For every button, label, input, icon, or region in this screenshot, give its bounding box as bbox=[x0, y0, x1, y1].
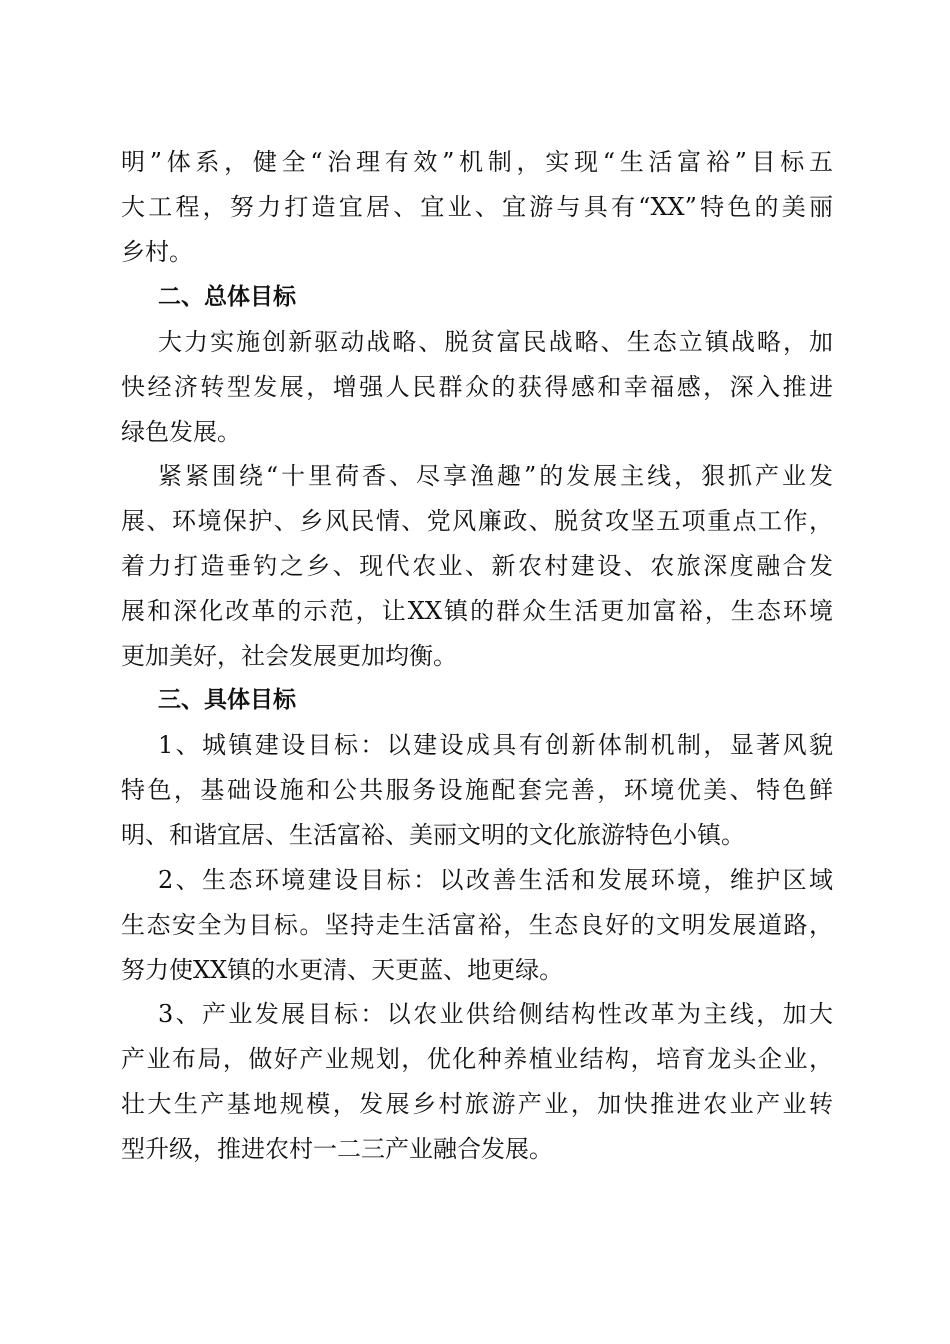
section-heading-overall-goals: 二、总体目标 bbox=[158, 284, 296, 310]
paragraph-line: 大力实施创新驱动战略、脱贫富民战略、生态立镇战略，加 bbox=[158, 328, 833, 356]
paragraph-line: 明、和谐宜居、生活富裕、美丽文明的文化旅游特色小镇。 bbox=[121, 821, 745, 849]
paragraph-line: 1、城镇建设目标：以建设成具有创新体制机制，显著风貌 bbox=[158, 731, 833, 759]
paragraph-line: 产业布局，做好产业规划，优化种养植业结构，培育龙头企业， bbox=[121, 1045, 833, 1073]
paragraph-line: 乡村。 bbox=[121, 238, 193, 266]
paragraph-line: 快经济转型发展，增强人民群众的获得感和幸福感，深入推进 bbox=[121, 373, 833, 401]
paragraph-line: 更加美好，社会发展更加均衡。 bbox=[121, 642, 457, 670]
paragraph-line: 大工程，努力打造宜居、宜业、宜游与具有“XX”特色的美丽 bbox=[121, 193, 833, 221]
section-heading-specific-goals: 三、具体目标 bbox=[158, 687, 296, 713]
paragraph-line: 展和深化改革的示范，让XX镇的群众生活更加富裕，生态环境 bbox=[121, 597, 833, 625]
paragraph-line: 明”体系，健全“治理有效”机制，实现“生活富裕”目标五 bbox=[121, 148, 833, 176]
paragraph-line: 着力打造垂钓之乡、现代农业、新农村建设、农旅深度融合发 bbox=[121, 552, 833, 580]
paragraph-line: 3、产业发展目标：以农业供给侧结构性改革为主线，加大 bbox=[158, 1000, 833, 1028]
paragraph-line: 绿色发展。 bbox=[121, 418, 241, 446]
paragraph-line: 2、生态环境建设目标：以改善生活和发展环境，维护区域 bbox=[158, 866, 833, 894]
paragraph-line: 壮大生产基地规模，发展乡村旅游产业，加快推进农业产业转 bbox=[121, 1090, 833, 1118]
paragraph-line: 特色，基础设施和公共服务设施配套完善，环境优美、特色鲜 bbox=[121, 776, 833, 804]
paragraph-line: 型升级，推进农村一二三产业融合发展。 bbox=[121, 1135, 553, 1163]
paragraph-line: 生态安全为目标。坚持走生活富裕，生态良好的文明发展道路， bbox=[121, 911, 833, 939]
paragraph-line: 紧紧围绕“十里荷香、尽享渔趣”的发展主线，狠抓产业发 bbox=[158, 462, 833, 490]
paragraph-line: 努力使XX镇的水更清、天更蓝、地更绿。 bbox=[121, 956, 564, 984]
paragraph-line: 展、环境保护、乡风民情、党风廉政、脱贫攻坚五项重点工作， bbox=[121, 507, 833, 535]
